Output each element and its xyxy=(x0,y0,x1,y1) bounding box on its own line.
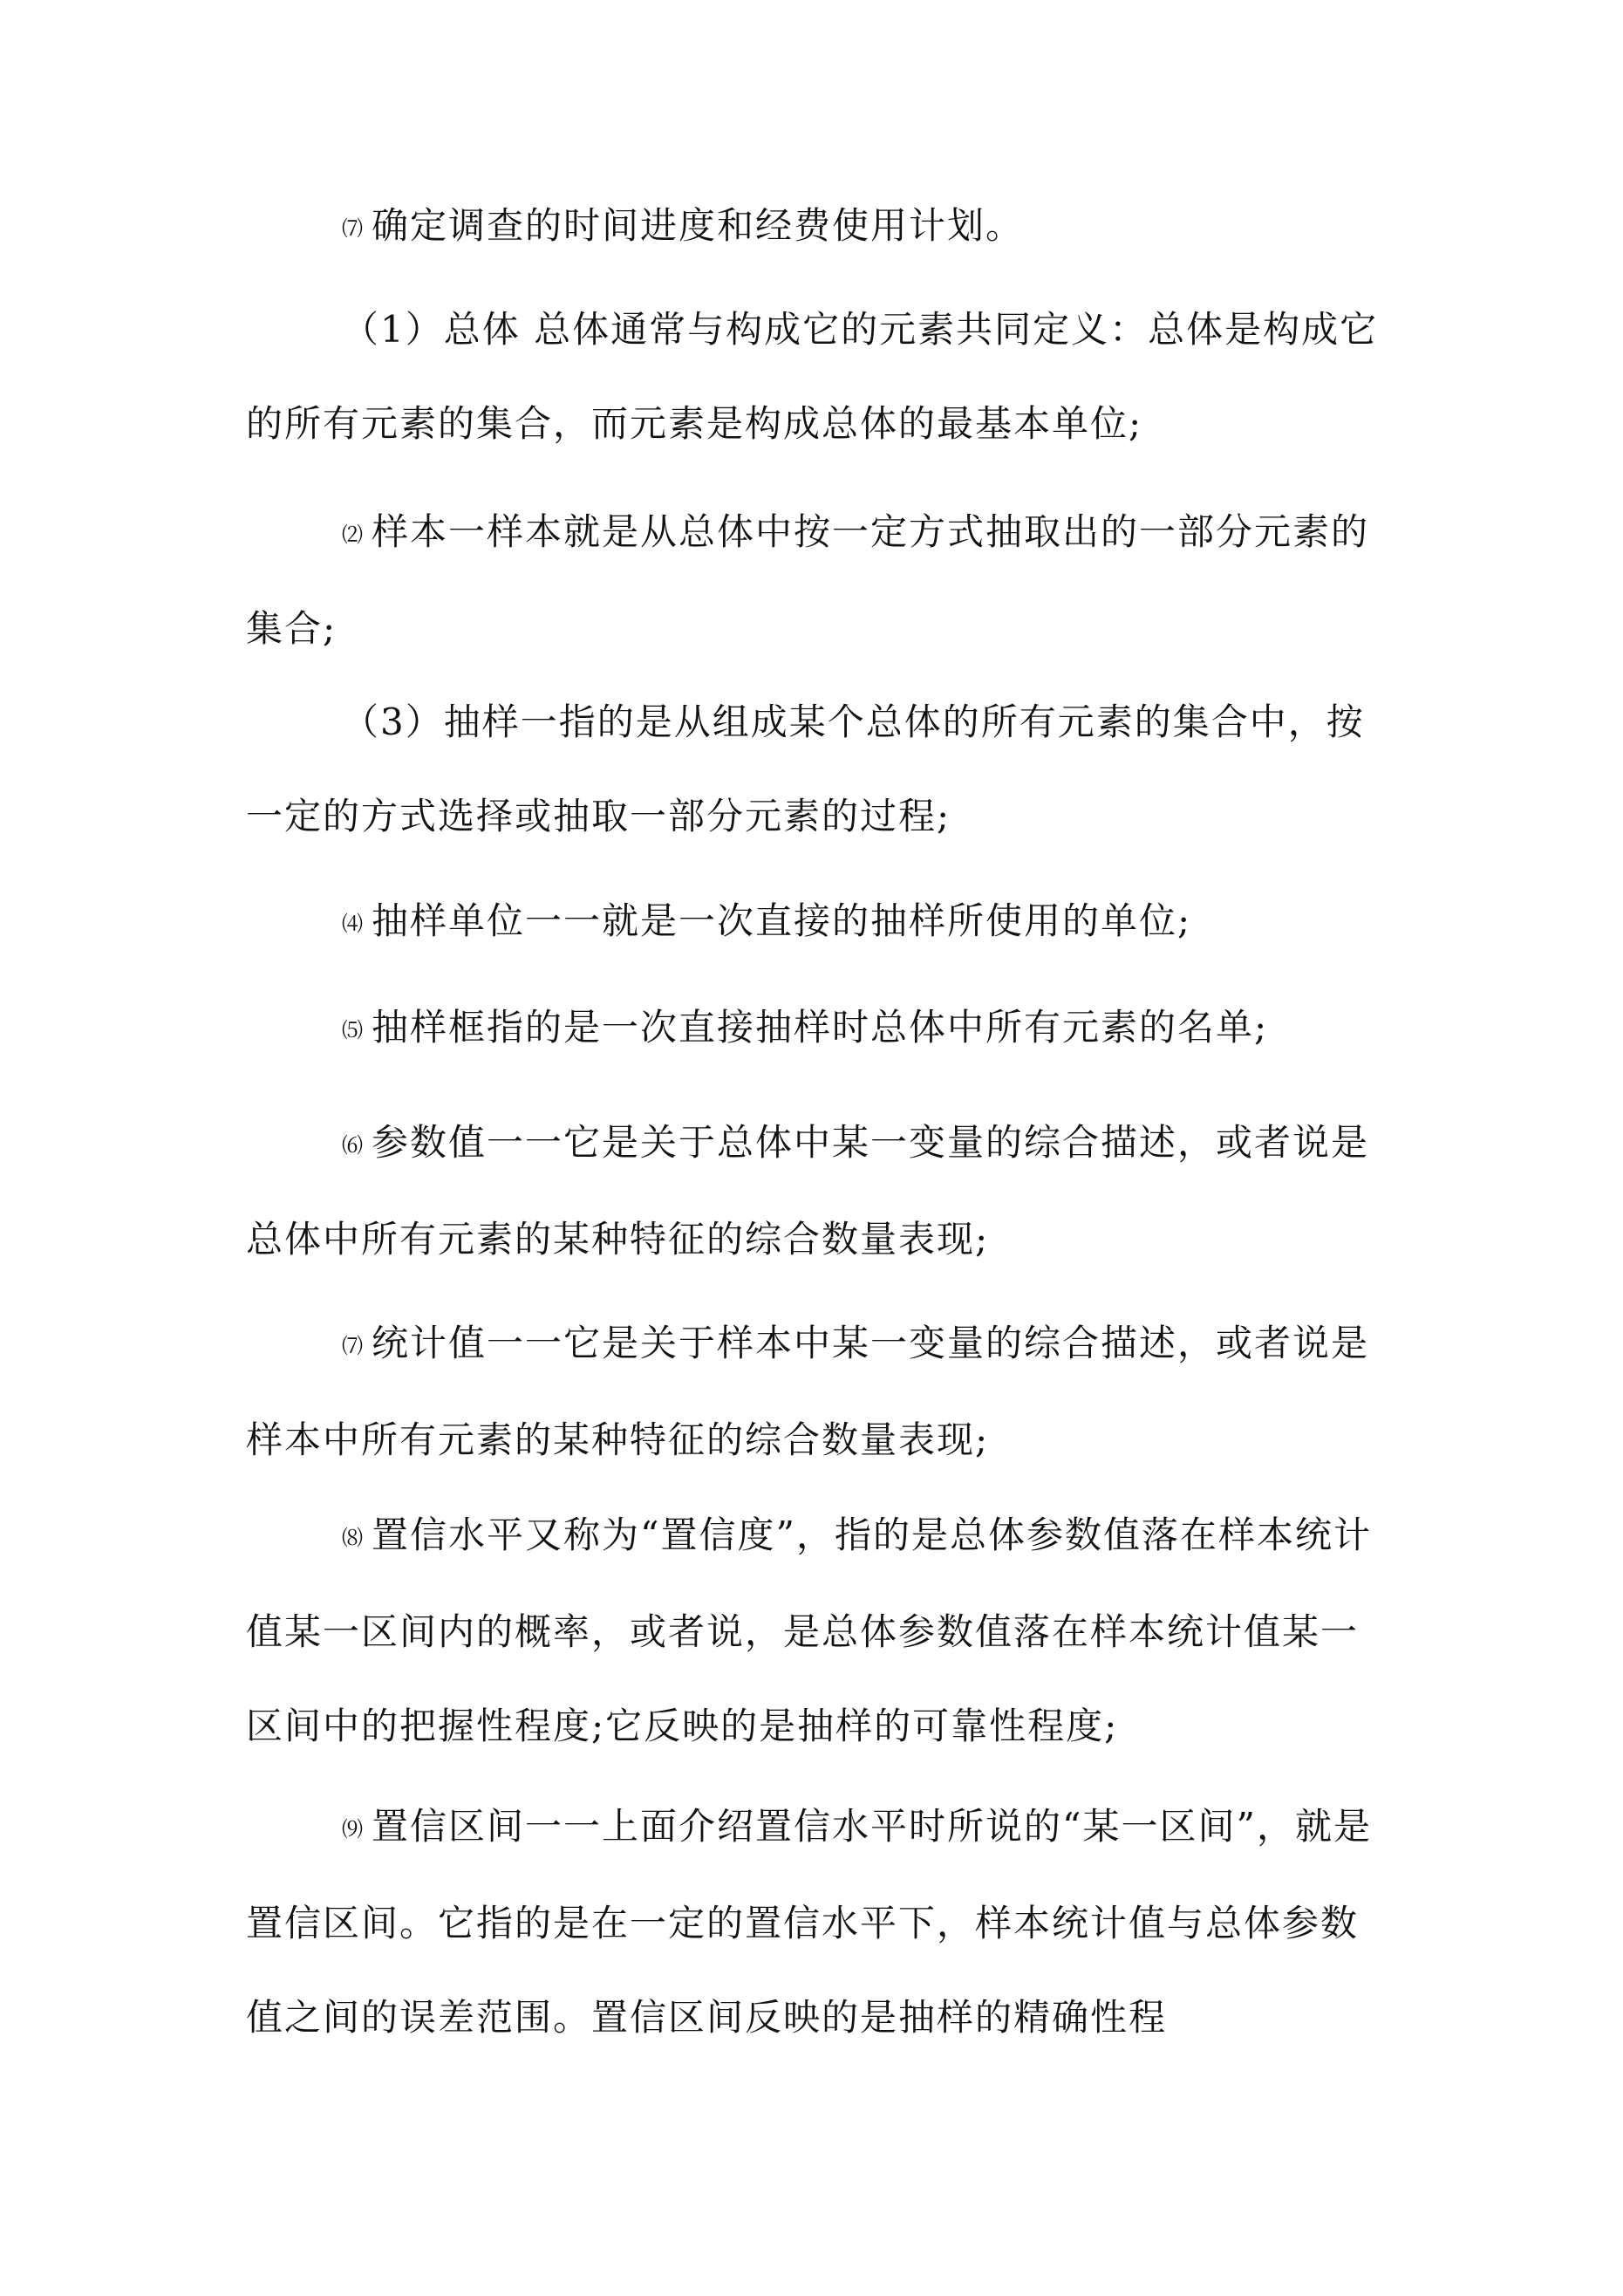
item-marker: ⑺ xyxy=(342,1334,363,1358)
paragraph-sampling-frame xyxy=(246,981,1388,1077)
paragraph-sample xyxy=(246,485,1388,676)
paragraph-text: （1）总体 总体通常与构成它的元素共同定义：总体是构成它的所有元素的集合，而元素是构成总体的最基本单位; xyxy=(246,308,1379,445)
paragraph-text: 样本一样本就是从总体中按一定方式抽取出的一部分元素的集合; xyxy=(246,510,1370,650)
paragraph-text: 抽样单位一一就是一次直接的抽样所使用的单位; xyxy=(372,899,1192,942)
paragraph-statistic xyxy=(246,1296,1388,1487)
item-marker: ⑷ xyxy=(342,912,363,936)
item-marker: ⑺ xyxy=(342,216,363,241)
paragraph-text: 确定调查的时间进度和经费使用计划。 xyxy=(372,204,1025,247)
paragraph-confidence-interval xyxy=(246,1780,1388,2065)
paragraph-population xyxy=(246,283,1388,471)
item-marker: ⑸ xyxy=(342,1018,363,1042)
paragraph-confidence-level xyxy=(246,1488,1388,1773)
paragraph-text: 参数值一一它是关于总体中某一变量的综合描述，或者说是总体中所有元素的某种特征的综合数量表现; xyxy=(246,1121,1370,1261)
paragraph-text: 置信区间一一上面介绍置信水平时所说的“某一区间”，就是置信区间。它指的是在一定的置信水平下，样本统计值与总体参数值之间的误差范围。置信区间反映的是抽样的精确性程 xyxy=(246,1805,1372,2039)
paragraph-text: 置信水平又称为“置信度”，指的是总体参数值落在样本统计值某一区间内的概率，或者说，是总体参数值落在样本统计值某一区间中的把握性程度;它反映的是抽样的可靠性程度; xyxy=(246,1514,1372,1747)
paragraph-7-schedule xyxy=(246,179,1388,276)
paragraph-sampling xyxy=(246,675,1388,864)
paragraph-text: （3）抽样一指的是从组成某个总体的所有元素的集合中，按一定的方式选择或抽取一部分元素的过程; xyxy=(246,700,1365,837)
item-marker: ⑵ xyxy=(342,523,363,547)
paragraph-parameter xyxy=(246,1096,1388,1287)
item-marker: ⑼ xyxy=(342,1817,363,1842)
item-marker: ⑹ xyxy=(342,1133,363,1158)
paragraph-text: 统计值一一它是关于样本中某一变量的综合描述，或者说是样本中所有元素的某种特征的综合数量表现; xyxy=(246,1322,1370,1461)
paragraph-text: 抽样框指的是一次直接抽样时总体中所有元素的名单; xyxy=(372,1006,1269,1049)
item-marker: ⑻ xyxy=(342,1526,363,1550)
paragraph-sampling-unit xyxy=(246,874,1388,971)
